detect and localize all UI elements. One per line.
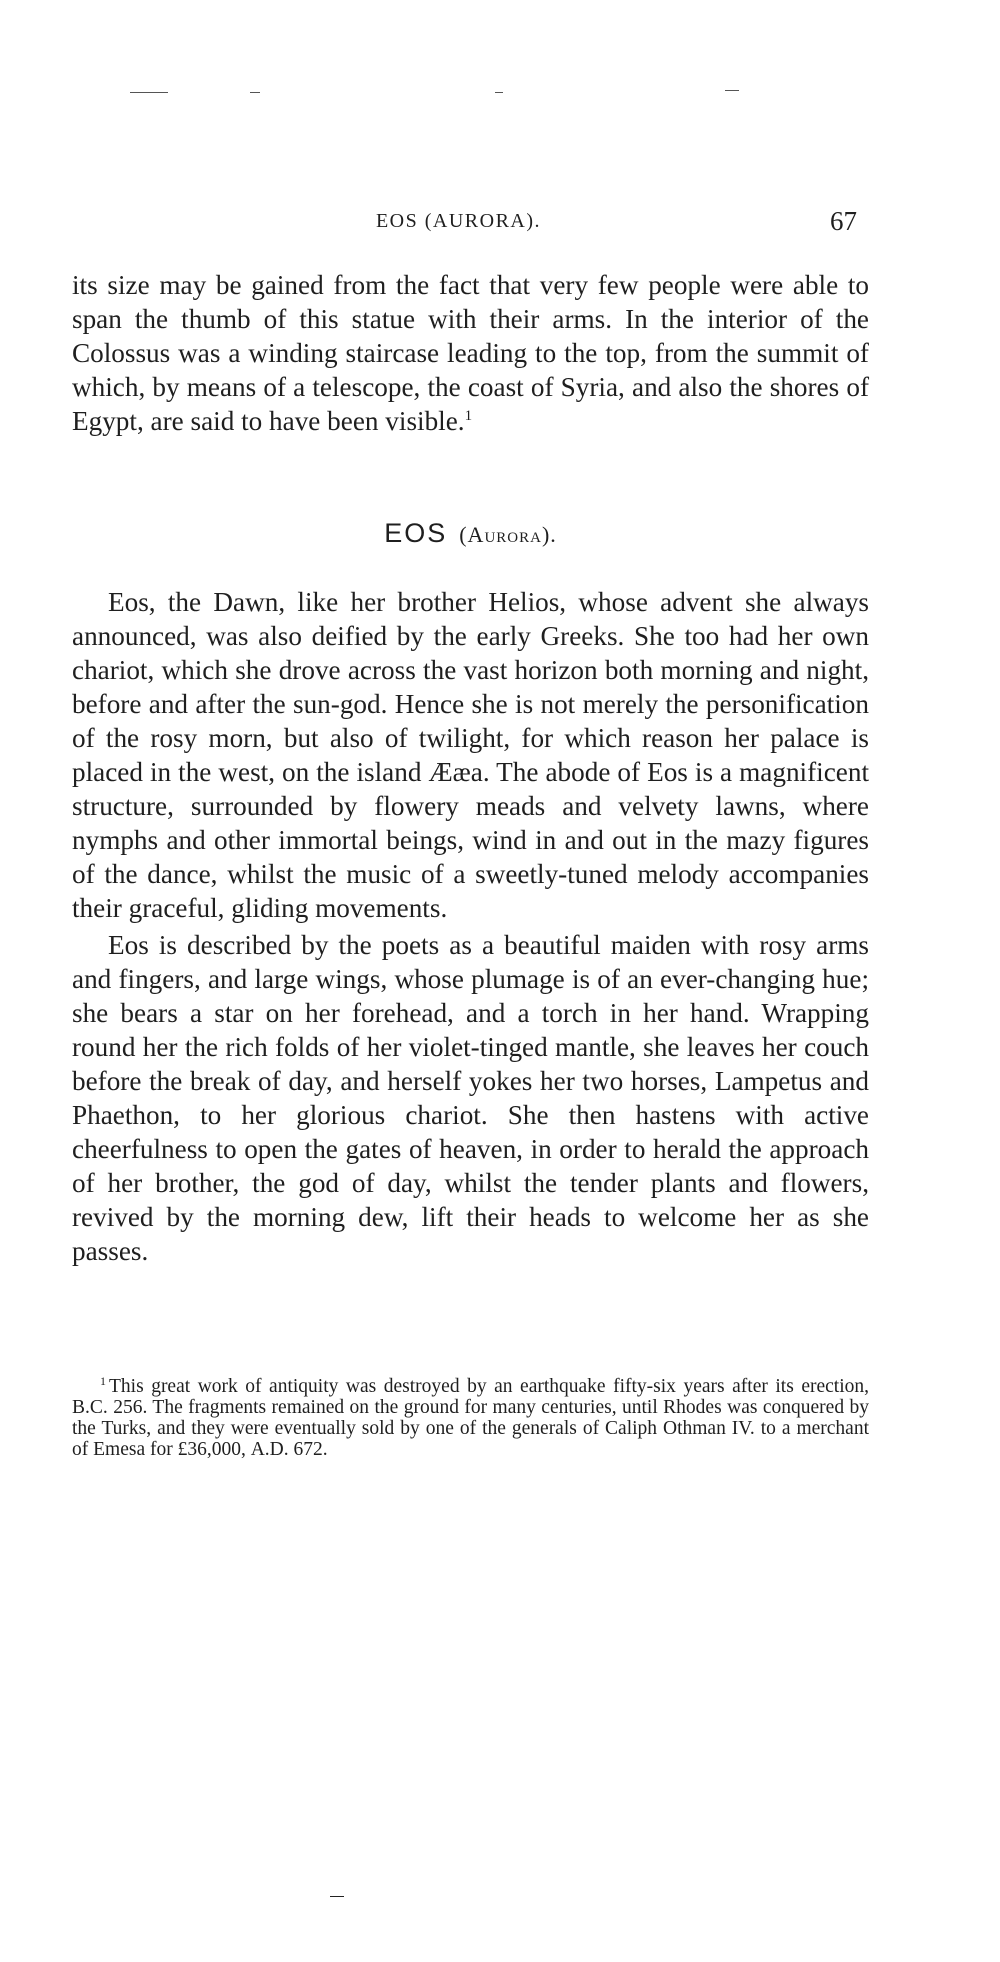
running-head	[60, 206, 857, 246]
paragraph: Eos, the Dawn, like her brother Helios, whose advent she always announced, was also deified by the early Greeks. She too had her own chariot, which she drove across the vast horizon both morning and night, before and after the sun-god. Hence she is not merely the personification of the rosy morn, but also of twilight, for which reason her palace is placed in the west, on the island Ææa. The abode of Eos is a magnificent structure, surrounded by flowery meads and velvety lawns, where nymphs and other immortal beings, wind in and out in the mazy figures of the dance, whilst the music of a sweetly-tuned melody accompanies their graceful, gliding movements.	[72, 587, 869, 923]
footnote-era: B.C.	[72, 1397, 108, 1418]
section-body	[72, 585, 869, 1268]
continued-paragraph	[72, 268, 869, 438]
page-number: 67	[830, 206, 857, 236]
running-title: EOS (AURORA).	[375, 210, 542, 232]
footnote-marker: 1	[100, 1373, 106, 1388]
footnote-text: 256. The fragments remained on the ground for many centuries, until Rhodes was conquered by the Turks, and they were eventually sold by one of the generals of Caliph Othman IV. to a merchant of Emesa for £36,000,	[72, 1397, 870, 1460]
footnote-text: 672.	[293, 1439, 328, 1460]
scan-speck	[495, 92, 503, 93]
paragraph-text: its size may be gained from the fact that very few people were able to span the thumb of this statue with their arms. In the interior of the Colossus was a winding staircase leading to the top, from the summit of which, by means of a telescope, the coast of Syria, and also the shores of Egypt, are said to have been visible.	[72, 270, 869, 436]
scan-speck	[330, 1896, 344, 1897]
section-heading	[72, 518, 869, 549]
paragraph	[72, 268, 869, 438]
scan-speck	[130, 92, 168, 93]
paragraph: Eos is described by the poets as a beautiful maiden with rosy arms and fingers, and large wings, whose plumage is of an ever-changing hue; she bears a star on her forehead, and a torch in her hand. Wrapping round her the rich folds of her violet-tinged mantle, she leaves her couch before the break of day, and herself yokes her two horses, Lampetus and Phaethon, to her glorious chariot. She then hastens with active cheerfulness to open the gates of heaven, in order to herald the approach of her brother, the god of day, whilst the tender plants and flowers, revived by the morning dew, lift their heads to welcome her as she passes.	[72, 930, 869, 1266]
footnote-reference: 1	[464, 407, 473, 424]
scan-speck	[250, 92, 260, 93]
footnote	[72, 1373, 870, 1460]
scan-speck	[725, 90, 739, 91]
section-subtitle: (Aurora).	[459, 522, 557, 547]
footnote-paragraph	[72, 1373, 870, 1460]
section-title: EOS	[384, 518, 448, 548]
footnote-text: This great work of antiquity was destroyed by an earthquake fifty-six years after its erection,	[109, 1376, 869, 1397]
footnote-era: A.D.	[250, 1439, 289, 1460]
